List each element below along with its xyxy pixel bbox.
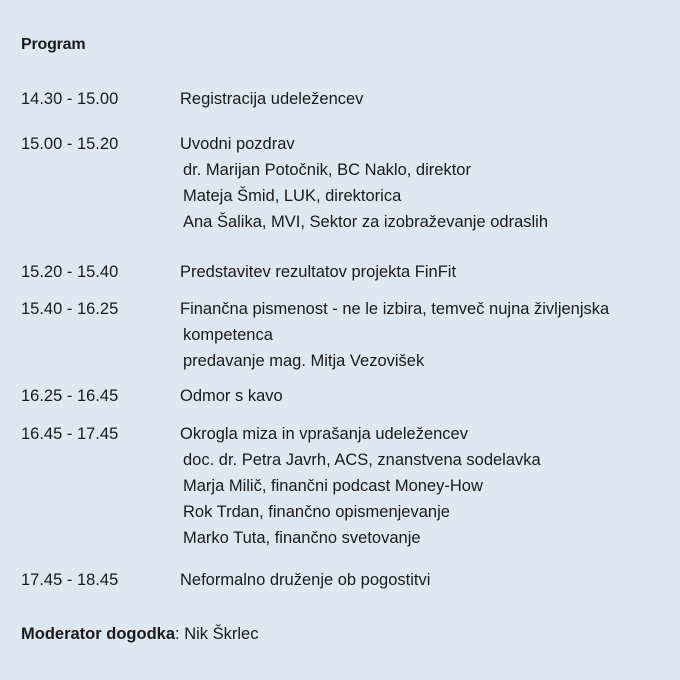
row-time: 15.20 - 15.40 [21, 263, 119, 281]
row-content [180, 259, 650, 285]
row-detail: dr. Marijan Potočnik, BC Naklo, direktor [183, 161, 471, 179]
row-detail: Marko Tuta, finančno svetovanje [183, 529, 421, 547]
row-title: Odmor s kavo [180, 387, 283, 405]
row-content [180, 567, 650, 593]
row-title-continuation: kompetenca [183, 326, 273, 344]
row-time: 15.40 - 16.25 [21, 300, 119, 318]
row-time: 17.45 - 18.45 [21, 571, 119, 589]
moderator-separator: : [175, 625, 185, 643]
program-heading: Program [21, 36, 86, 53]
row-detail: doc. dr. Petra Javrh, ACS, znanstvena sodelavka [183, 451, 541, 469]
row-detail: Marja Milič, finančni podcast Money-How [183, 477, 483, 495]
row-title: Registracija udeležencev [180, 90, 364, 108]
row-title: Predstavitev rezultatov projekta FinFit [180, 263, 457, 281]
row-time: 15.00 - 15.20 [21, 135, 119, 153]
row-detail: Mateja Šmid, LUK, direktorica [183, 187, 402, 205]
row-content [180, 421, 650, 551]
row-content [180, 131, 650, 235]
row-title: Okrogla miza in vprašanja udeležencev [180, 425, 468, 443]
row-content [180, 296, 650, 374]
row-time: 14.30 - 15.00 [21, 90, 119, 108]
moderator-line [21, 625, 258, 644]
row-detail: Ana Šalika, MVI, Sektor za izobraževanje odraslih [183, 213, 549, 231]
row-detail: Rok Trdan, finančno opismenjevanje [183, 503, 450, 521]
row-time: 16.25 - 16.45 [21, 387, 119, 405]
moderator-name: Nik Škrlec [184, 625, 259, 643]
row-title: Neformalno druženje ob pogostitvi [180, 571, 431, 589]
row-title: Finančna pismenost - ne le izbira, temveč nujna življenjska [180, 300, 610, 318]
row-title: Uvodni pozdrav [180, 135, 295, 153]
row-detail: predavanje mag. Mitja Vezovišek [183, 352, 425, 370]
moderator-label: Moderator dogodka [21, 625, 176, 643]
row-content [180, 86, 650, 112]
row-time: 16.45 - 17.45 [21, 425, 119, 443]
row-content [180, 383, 650, 409]
